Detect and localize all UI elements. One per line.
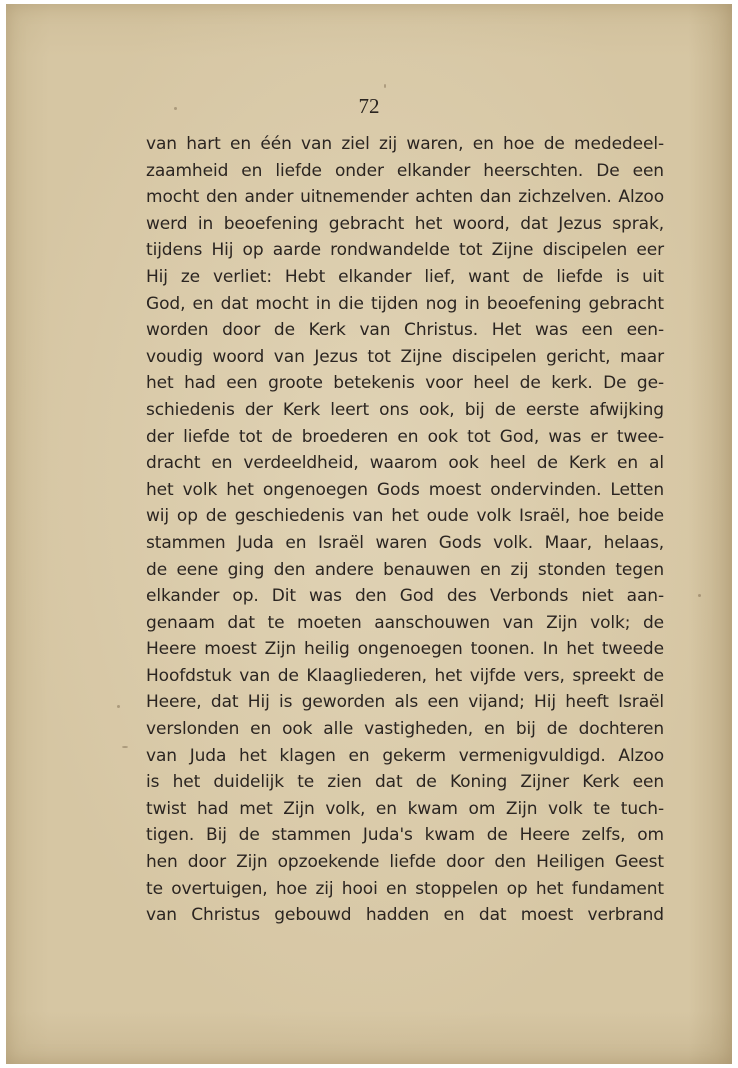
text-line: is het duidelijk te zien dat de Koning Zijner Kerk een: [146, 772, 664, 793]
text-line: twist had met Zijn volk, en kwam om Zijn volk te tuch-: [146, 798, 664, 819]
text-line: voudig woord van Jezus tot Zijne discipelen gericht, maar: [146, 346, 664, 367]
text-line: der liefde tot de broederen en ook tot God, was er twee-: [146, 426, 664, 447]
page-number: 72: [358, 94, 380, 118]
text-line: het had een groote betekenis voor heel de kerk. De ge-: [146, 373, 664, 394]
text-line: elkander op. Dit was den God des Verbonds niet aan-: [146, 586, 664, 607]
text-line: mocht den ander uitnemender achten dan zichzelven. Alzoo: [146, 187, 664, 208]
text-line: zaamheid en liefde onder elkander heerschten. De een: [146, 160, 664, 181]
text-line: van Juda het klagen en gekerm vermenigvuldigd. Alzoo: [146, 745, 664, 766]
text-line: dracht en verdeeldheid, waarom ook heel de Kerk en al: [146, 453, 664, 474]
text-line: werd in beoefening gebracht het woord, dat Jezus sprak,: [146, 213, 664, 234]
body-text: [146, 131, 664, 929]
text-line: wij op de geschiedenis van het oude volk Israël, hoe beide: [146, 506, 664, 527]
text-line: verslonden en ook alle vastigheden, en bij de dochteren: [146, 719, 664, 740]
paper-speck: [122, 746, 128, 748]
text-line: stammen Juda en Israël waren Gods volk. Maar, helaas,: [146, 532, 664, 553]
text-line: Heere, dat Hij is geworden als een vijand; Hij heeft Israël: [146, 692, 664, 713]
paper-speck: [117, 705, 120, 708]
text-line: het volk het ongenoegen Gods moest ondervinden. Letten: [146, 479, 664, 500]
text-line: hen door Zijn opzoekende liefde door den Heiligen Geest: [146, 852, 664, 873]
text-line: schiedenis der Kerk leert ons ook, bij de eerste afwijking: [146, 399, 664, 420]
paper-speck: [698, 594, 701, 597]
paper-speck: [174, 107, 177, 110]
text-line: tigen. Bij de stammen Juda's kwam de Heere zelfs, om: [146, 825, 664, 846]
text-line: worden door de Kerk van Christus. Het was een een-: [146, 320, 664, 341]
text-line: te overtuigen, hoe zij hooi en stoppelen op het fundament: [146, 878, 664, 899]
text-line: genaam dat te moeten aanschouwen van Zijn volk; de: [146, 612, 664, 633]
text-line: Hoofdstuk van de Klaagliederen, het vijfde vers, spreekt de: [146, 665, 664, 686]
paper-speck: [384, 84, 386, 88]
book-page: [6, 4, 732, 1064]
text-line: Hij ze verliet: Hebt elkander lief, want de liefde is uit: [146, 266, 664, 287]
text-line: de eene ging den andere benauwen en zij stonden tegen: [146, 559, 664, 580]
text-line: van Christus gebouwd hadden en dat moest verbrand: [146, 905, 664, 926]
text-line: tijdens Hij op aarde rondwandelde tot Zijne discipelen eer: [146, 240, 664, 261]
text-line: van hart en één van ziel zij waren, en hoe de mededeel-: [146, 134, 664, 154]
text-line: Heere moest Zijn heilig ongenoegen toonen. In het tweede: [146, 639, 664, 660]
text-line: God, en dat mocht in die tijden nog in beoefening gebracht: [146, 293, 664, 314]
